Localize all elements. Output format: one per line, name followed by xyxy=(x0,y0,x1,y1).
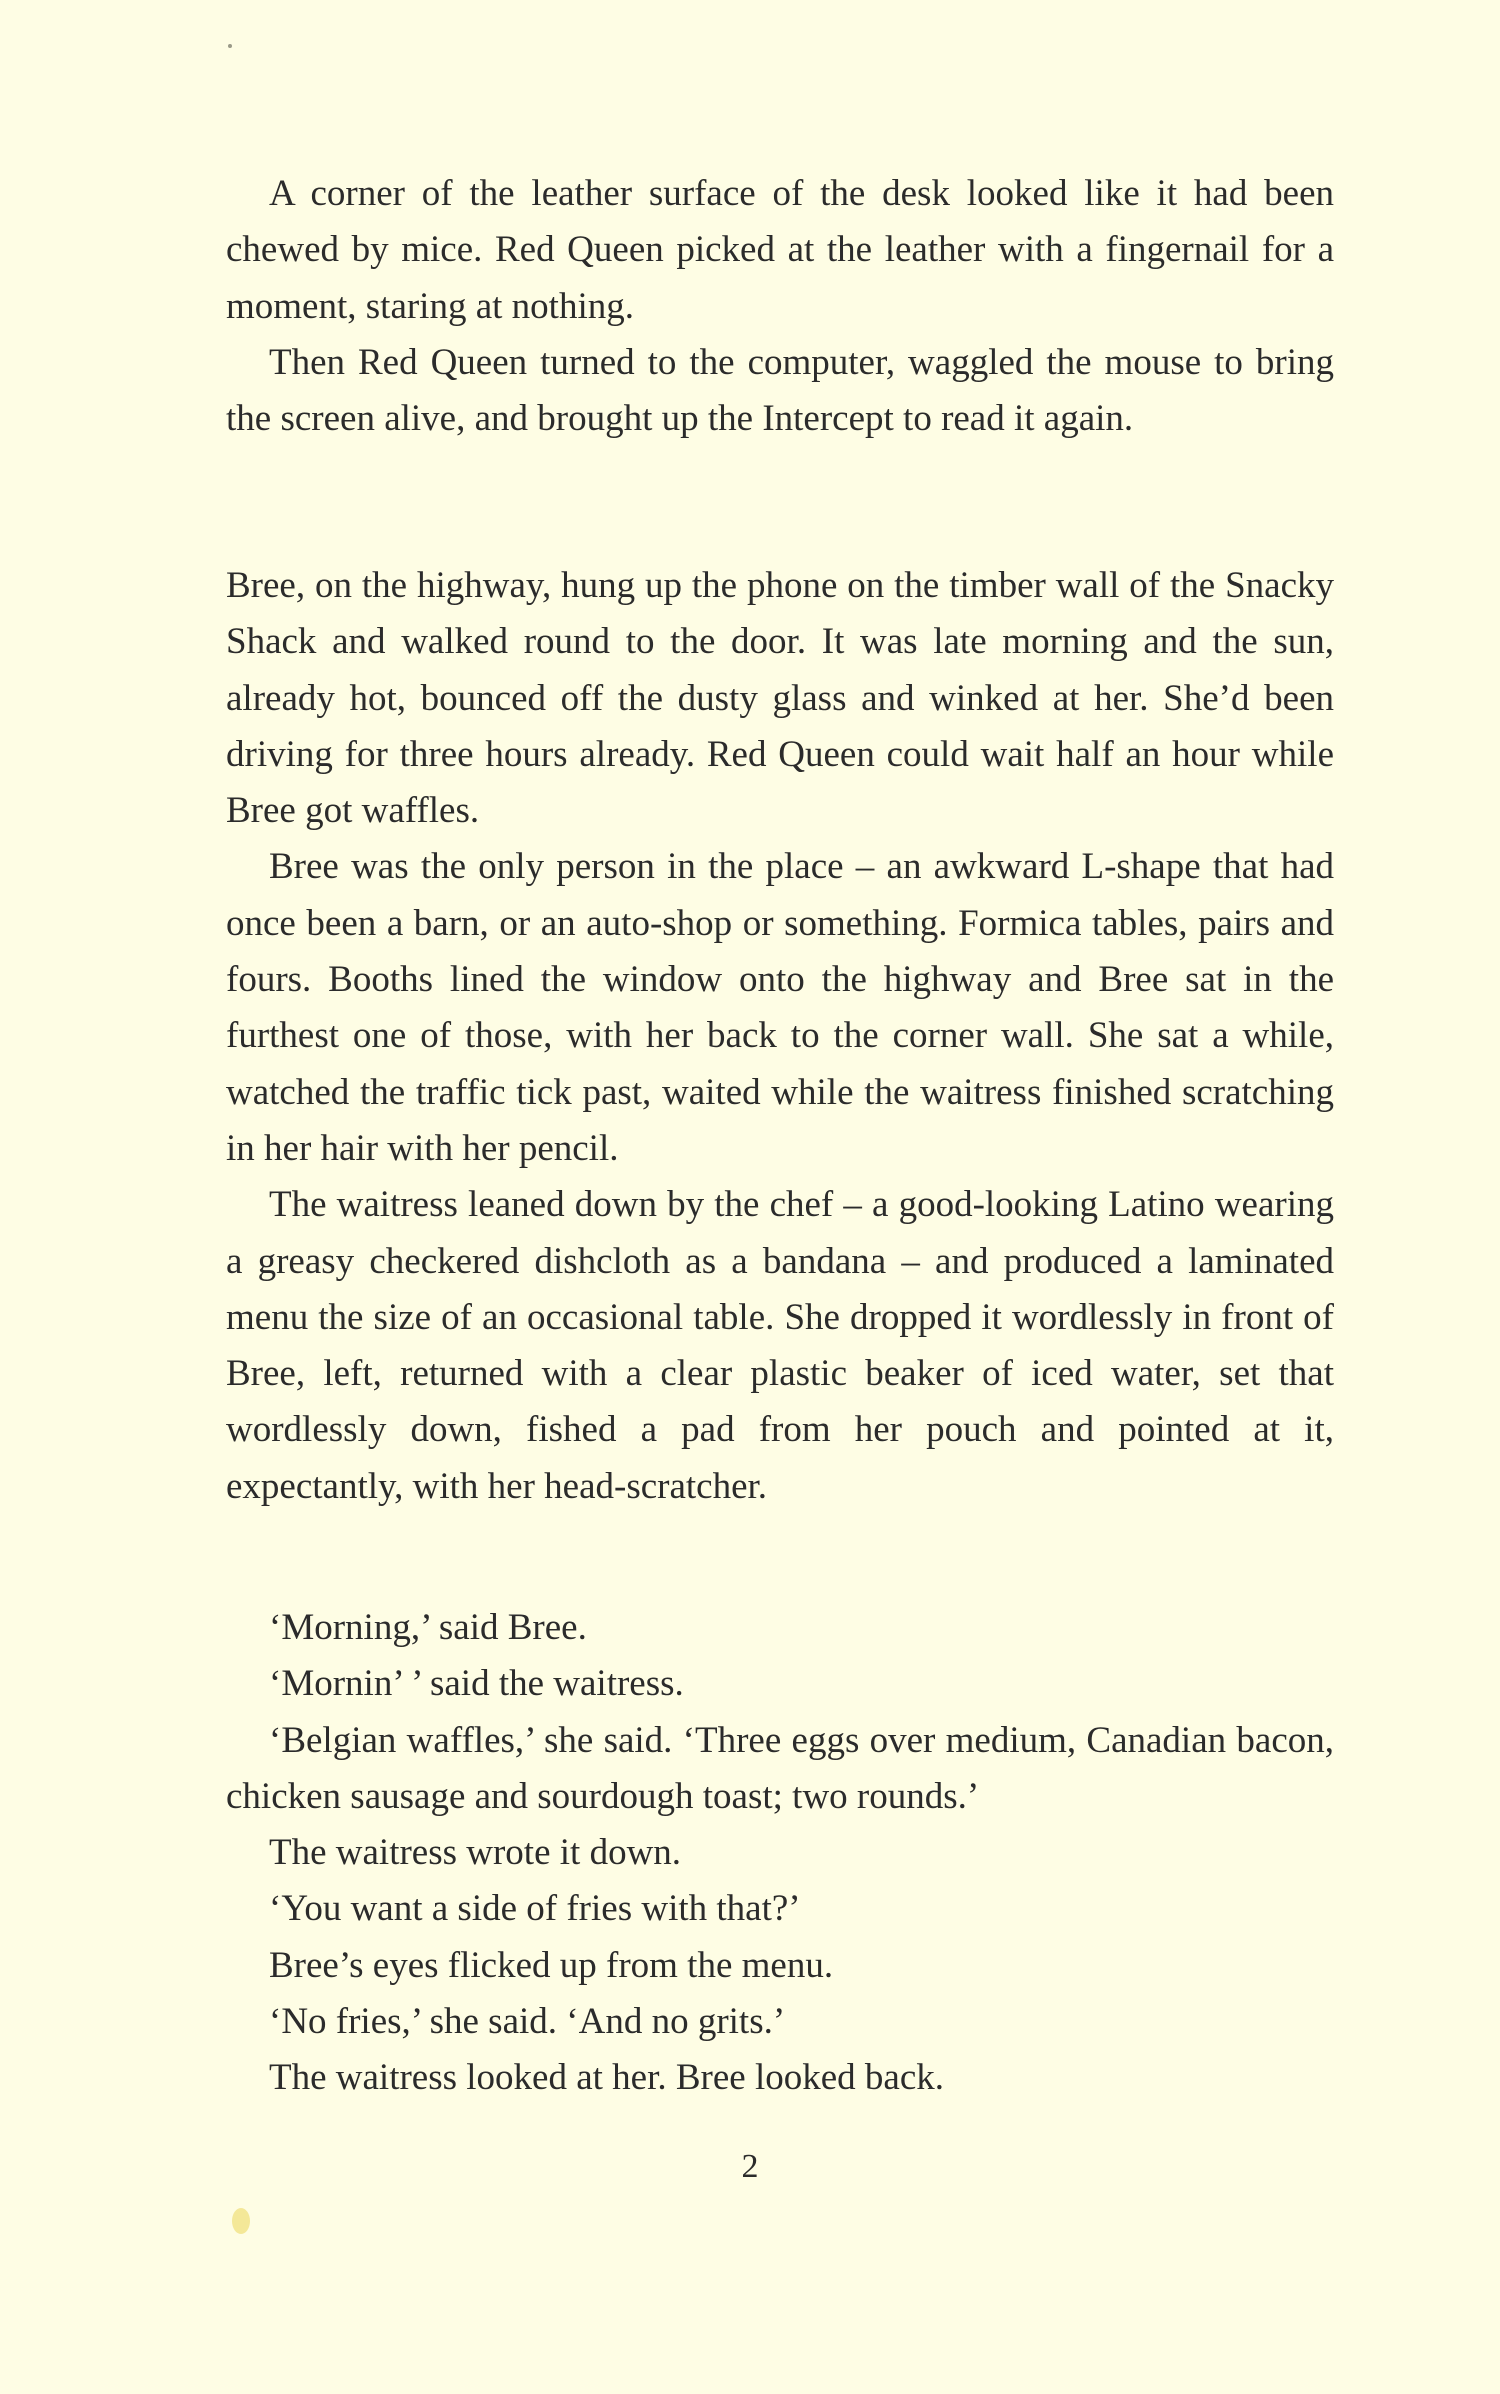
text-section-3 xyxy=(226,1600,1334,2107)
dialogue-line: ‘Morning,’ said Bree. xyxy=(269,1607,587,1648)
dialogue-line: ‘Mornin’ ’ said the waitress. xyxy=(269,1663,684,1705)
dialogue-line: ‘You want a side of fries with that?’ xyxy=(269,1888,801,1930)
paragraph: Bree was the only person in the place – an awkward L-shape that had once been a barn, or an auto-shop or something. Formica tables, pairs and fours. Booths lined the window onto the highway and Bree sat in the furthest one of those, with her back to the corner wall. She sat a while, watched the traffic tick past, waited while the waitress finished scratching in her hair with her pencil. xyxy=(226,846,1334,1169)
page-number: 2 xyxy=(741,2148,759,2185)
paragraph: Then Red Queen turned to the computer, waggled the mouse to bring the screen alive, and brought up the Intercept to read it again. xyxy=(226,341,1334,440)
dialogue-line: Bree’s eyes flicked up from the menu. xyxy=(269,1944,834,1986)
dialogue-line: ‘No fries,’ she said. ‘And no grits.’ xyxy=(269,2001,786,2043)
dialogue-line: The waitress wrote it down. xyxy=(269,1832,682,1874)
paragraph: A corner of the leather surface of the desk looked like it had been chewed by mice. Red Queen picked at the leather with a fingernail for a moment, staring at nothing. xyxy=(226,173,1334,327)
text-section-2 xyxy=(226,558,1334,1515)
text-section-1 xyxy=(226,166,1334,447)
paragraph: Bree, on the highway, hung up the phone on the timber wall of the Snacky Shack and walked round to the door. It was late morning and the sun, already hot, bounced off the dusty glass and winked at her. She’d been driving for three hours already. Red Queen could wait half an hour while Bree got waffles. xyxy=(226,565,1334,832)
paper-speck xyxy=(228,44,232,48)
paper-stain xyxy=(232,2208,250,2234)
paragraph: The waitress leaned down by the chef – a good-looking Latino wearing a greasy checkered dishcloth as a bandana – and produced a laminated menu the size of an occasional table. She dropped it wordlessly in front of Bree, left, returned with a clear plastic beaker of iced water, set that wordlessly down, fished a pad from her pouch and pointed at it, expectantly, with her head-scratcher. xyxy=(226,1184,1334,1507)
dialogue-line: ‘Belgian waffles,’ she said. ‘Three eggs over medium, Canadian bacon, chicken sausage and sourdough toast; two rounds.’ xyxy=(226,1719,1334,1817)
dialogue-line: The waitress looked at her. Bree looked back. xyxy=(269,2057,945,2099)
